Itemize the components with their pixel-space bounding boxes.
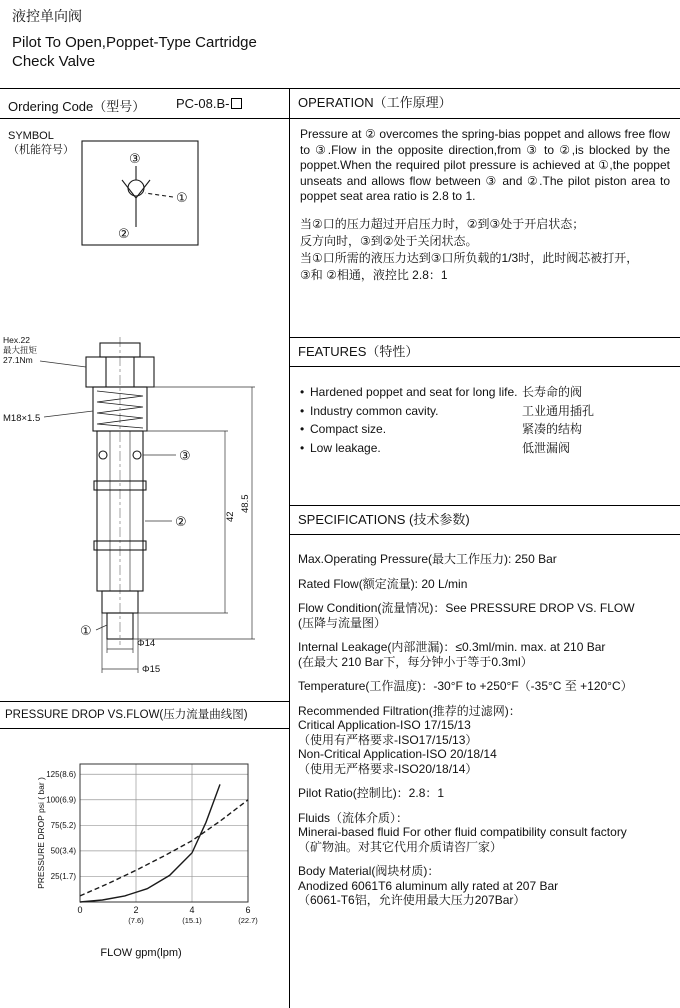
svg-text:(22.7): (22.7) <box>238 916 258 925</box>
feature-text-en: Compact size. <box>310 422 387 436</box>
bullet-icon: • <box>300 440 305 455</box>
spec-item: Fluids（流体介质）： Minerai-based fluid For other fluid compatibility consult factory （矿物油。对其它代用介质请咨厂家） <box>298 810 627 854</box>
feature-text-en: Hardened poppet and seat for long life. <box>310 385 518 399</box>
right-column <box>290 89 680 1008</box>
feature-text-cn: 紧凑的结构 <box>522 422 583 436</box>
dim-nose-diameter-label: Φ14 <box>137 638 156 649</box>
left-column <box>0 89 290 1008</box>
svg-text:(15.1): (15.1) <box>182 916 202 925</box>
page-title-cn: 液控单向阀 <box>12 8 82 24</box>
feature-text-cn: 低泄漏阀 <box>522 440 571 455</box>
svg-text:4: 4 <box>189 905 195 915</box>
svg-text:PRESSURE DROP psi ( bar ): PRESSURE DROP psi ( bar ) <box>36 777 46 889</box>
dim-step-diameter-label: Φ15 <box>142 664 161 675</box>
operation-section-header: OPERATION（工作原理） <box>290 89 680 119</box>
ordering-code-row <box>0 89 289 119</box>
svg-text:2: 2 <box>133 905 139 915</box>
feature-text-cn: 长寿命的阀 <box>522 385 583 399</box>
operation-section-body <box>290 119 680 337</box>
svg-text:(7.6): (7.6) <box>128 916 144 925</box>
svg-text:100(6.9): 100(6.9) <box>46 795 76 805</box>
drawing-port-3-label: ③ <box>179 448 191 463</box>
svg-text:6: 6 <box>245 905 251 915</box>
valve-geometry <box>40 337 255 673</box>
chart-x-axis-label: FLOW gpm(lpm) <box>100 947 182 959</box>
symbol-diagram <box>76 135 216 253</box>
ordering-code-label: Ordering Code（型号） <box>8 99 146 114</box>
spec-item: Pilot Ratio(控制比)：2.8：1 <box>298 786 445 800</box>
bullet-icon: • <box>300 385 305 399</box>
bullet-icon: • <box>300 422 305 436</box>
features-list <box>290 367 680 505</box>
features-section-header: FEATURES（特性） <box>290 337 680 367</box>
svg-text:125(8.6): 125(8.6) <box>46 770 76 780</box>
thread-label: M18×1.5 <box>3 413 41 424</box>
bullet-icon: • <box>300 403 305 418</box>
operation-cn-line: 当②口的压力超过开启压力时，②到③处于开启状态； <box>300 216 585 231</box>
valve-drawing <box>0 331 290 701</box>
ordering-code-blank-box <box>231 98 242 109</box>
spec-item: Rated Flow(额定流量): 20 L/min <box>298 576 468 591</box>
spec-item: Temperature(工作温度)：-30°F to +250°F（-35°C 至 +120°C） <box>298 679 633 693</box>
specifications-section-header: SPECIFICATIONS (技术参数) <box>290 505 680 535</box>
content-columns <box>0 88 680 1008</box>
symbol-section <box>0 119 289 331</box>
page-title-en-line1: Pilot To Open,Poppet-Type Cartridge <box>12 34 257 51</box>
hex-note-line2: 最大扭矩 <box>3 345 38 355</box>
operation-paragraph-en: Pressure at ② overcomes the spring-bias poppet and allows free flow to ③.Flow in the opposite direction,from ③ to ②,is blocked by the poppet.When the required pilot pressure is achieved at ①,the poppet unseats and allows flow between ③ and ②.The pilot piston area to poppet seat area ratio is 2.8 to 1. <box>300 127 670 203</box>
operation-cn-line: 当①口所需的液压力达到③口所负载的1/3时，此时阀芯被打开， <box>300 250 639 265</box>
dim-body-length-label: 42 <box>225 511 236 522</box>
svg-text:50(3.4): 50(3.4) <box>50 846 76 856</box>
pressure-flow-chart <box>34 755 264 941</box>
hex-note-line1: Hex.22 <box>3 335 30 345</box>
feature-item <box>300 383 670 402</box>
spec-item: Max.Operating Pressure(最大工作压力): 250 Bar <box>298 552 557 566</box>
svg-text:75(5.2): 75(5.2) <box>50 821 76 831</box>
chart-title: PRESSURE DROP VS.FLOW(压力流量曲线图) <box>0 701 289 729</box>
drawing-port-2-label: ② <box>175 514 187 529</box>
svg-text:25(1.7): 25(1.7) <box>50 872 76 882</box>
feature-text-cn: 工业通用插孔 <box>522 403 595 418</box>
symbol-section-label: SYMBOL （机能符号） <box>8 130 74 156</box>
spec-item: Flow Condition(流量情况)：See PRESSURE DROP VS. FLOW (压降与流量图） <box>298 601 635 630</box>
operation-cn-line: ③和 ②相通，液控比 2.8：1 <box>300 267 448 282</box>
operation-cn-line: 反方向时，③到②处于关闭状态。 <box>300 233 478 248</box>
valve-drawing-section <box>0 331 289 701</box>
spec-item: Body Material(阀块材质)： Anodized 6061T6 aluminum ally rated at 207 Bar （6061-T6铝，允许使用最大压力207Bar） <box>298 864 559 907</box>
symbol-port-2-label: ② <box>118 226 130 241</box>
feature-item <box>300 402 670 421</box>
operation-text-cn <box>300 216 670 284</box>
feature-item <box>300 420 670 439</box>
page-title-en-line2: Check Valve <box>12 53 96 70</box>
ordering-code-value: PC-08.B- <box>176 96 242 111</box>
spec-item: Recommended Filtration(推荐的过滤网)： Critical Application-ISO 17/15/13 （使用有严格要求-ISO17/15/13） Non-Critical Application-ISO 20/18/14 （使用无严格要求-ISO20/18/14） <box>298 703 521 776</box>
feature-item <box>300 439 670 458</box>
svg-text:0: 0 <box>77 905 83 915</box>
feature-text-en: Industry common cavity. <box>310 403 439 418</box>
feature-text-en: Low leakage. <box>310 440 381 455</box>
hex-note-line3: 27.1Nm <box>3 355 33 365</box>
symbol-port-1-label: ① <box>176 190 188 205</box>
dim-overall-length-label: 48.5 <box>240 494 251 513</box>
spec-item: Internal Leakage(内部泄漏)：≤0.3ml/min. max. at 210 Bar (在最大 210 Bar下，每分钟小于等于0.3ml） <box>298 640 606 669</box>
drawing-port-1-label: ① <box>80 623 92 638</box>
specifications-list <box>290 535 680 1008</box>
page-header <box>12 6 257 71</box>
chart-section <box>0 729 289 1008</box>
symbol-port-3-label: ③ <box>129 151 141 166</box>
